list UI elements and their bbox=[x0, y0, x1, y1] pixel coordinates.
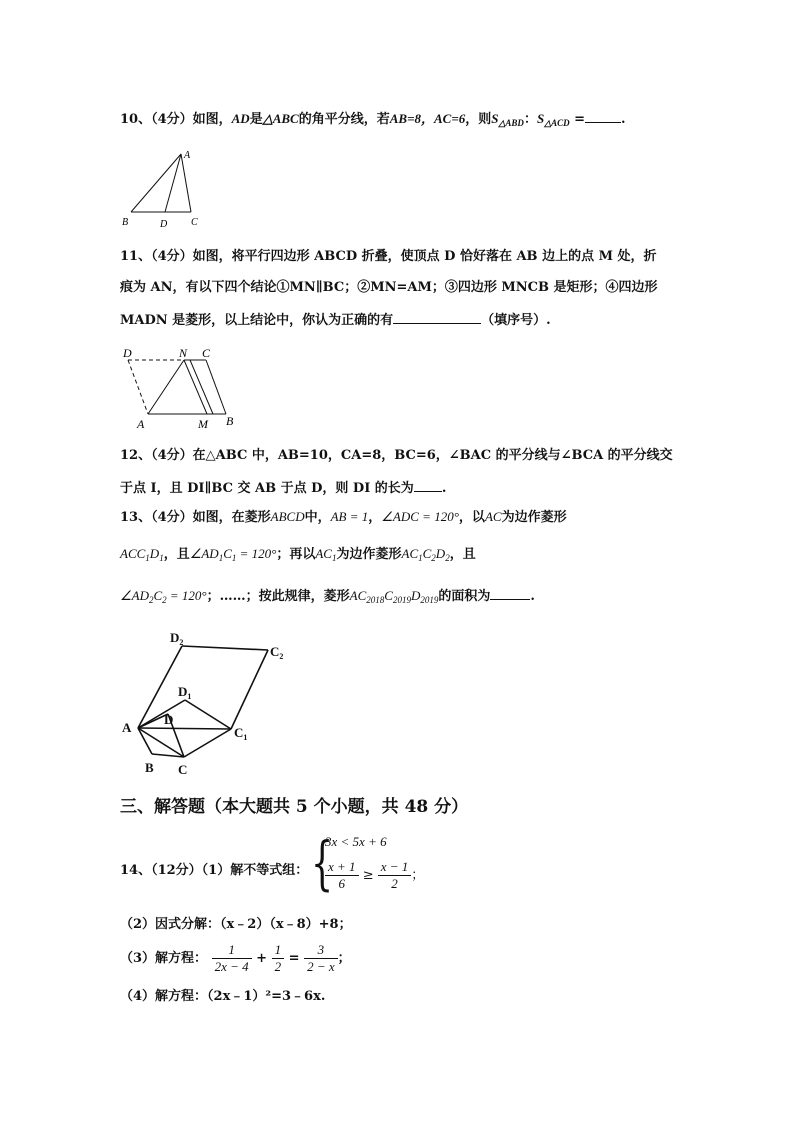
q11-label-b: B bbox=[226, 414, 234, 428]
q10-label-a: A bbox=[184, 150, 191, 161]
q10-label-b: B bbox=[122, 217, 129, 228]
q14-part1: 14、（12分）（1）解不等式组： bbox=[120, 863, 309, 878]
q11-line1: 11、（4分）如图，将平行四边形 ABCD 折叠，使顶点 D 恰好落在 AB 边上的点 M 处，折 bbox=[120, 249, 657, 264]
q14-part3: （3）解方程： $\frac{1}{2x - 4}$ + $\frac{1}{2}$ = $\frac{3}{2 - x}$ ； bbox=[120, 942, 351, 974]
q13-rhombus-figure bbox=[118, 626, 298, 780]
q13-label-d2: $D_2$ bbox=[170, 630, 184, 647]
q13-edge-c2c1 bbox=[231, 650, 268, 729]
q13-label-c2: $C_2$ bbox=[270, 644, 284, 661]
q14-ineq2: $\frac{x + 1}{6}$ ≥ $\frac{x - 1}{2}$ ； bbox=[325, 859, 424, 892]
q14-brace: { bbox=[311, 829, 334, 897]
q13-answer-blank[interactable] bbox=[490, 586, 530, 600]
q10-side-ac bbox=[181, 154, 191, 212]
q10-text: 10、（4分）如图，AD是△ABC的角平分线，若AB=8，AC=6，则$S_{\triangle ABD}$：$S_{\triangle ACD}$ = . bbox=[120, 111, 626, 128]
q13-line1: 13、（4分）如图，在菱形ABCD中，AB = 1，∠ADC = 120°，以AC为边作菱形 bbox=[120, 509, 567, 525]
q11-inner-line bbox=[190, 360, 213, 414]
q13-diag-ac1 bbox=[138, 728, 231, 729]
q13-edge-cc1 bbox=[184, 729, 231, 757]
q11-line3: MADN 是菱形，以上结论中，你认为正确的有 （填序号）. bbox=[120, 310, 551, 330]
q10-label-c: C bbox=[191, 217, 198, 228]
q11-label-d: D bbox=[123, 346, 132, 360]
q13-line3: $\angle AD_2C_2 = 120^\circ$；……；按此规律，菱形$AC_{2018}C_{2019}D_{2019}$的面积为 . bbox=[120, 588, 535, 605]
q13-edge-d2c2 bbox=[182, 646, 268, 650]
q13-edge-d1c1 bbox=[185, 700, 231, 729]
q11-label-m: M bbox=[198, 417, 208, 431]
q14-ineq1: 3x < 5x + 6 bbox=[325, 834, 387, 849]
q11-parallelogram-figure bbox=[118, 342, 242, 432]
q12-line2: 于点 I，且 DI∥BC 交 AB 于点 D，则 DI 的长为 . bbox=[120, 478, 446, 498]
q14-part4: （4）解方程：（2x﹣1）²=3﹣6x. bbox=[120, 989, 326, 1004]
q11-fold-an bbox=[148, 360, 184, 414]
q10-triangle-figure bbox=[118, 146, 208, 232]
q11-label-a: A bbox=[137, 417, 145, 431]
q11-dashed-da bbox=[128, 360, 148, 414]
q11-label-n: N bbox=[179, 346, 188, 360]
q12-line1: 12、（4分）在△ABC 中，AB=10，CA=8，BC=6，∠BAC 的平分线与∠BCA 的平分线交 bbox=[120, 448, 673, 463]
q13-label-b: B bbox=[145, 760, 154, 775]
q11-label-c: C bbox=[202, 346, 211, 360]
q10-label-d: D bbox=[160, 219, 168, 230]
q11-side-nm bbox=[184, 360, 207, 414]
q13-label-d1: $D_1$ bbox=[178, 684, 192, 701]
q14-part2: （2）因式分解：（x﹣2）（x﹣8）+8； bbox=[120, 917, 352, 932]
q13-label-c: C bbox=[178, 762, 188, 777]
section3-title: 三、解答题（本大题共 5 个小题，共 48 分） bbox=[120, 797, 469, 817]
q11-line2: 痕为 AN，有以下四个结论①MN∥BC；②MN=AM；③四边形 MNCB 是矩形；④四边形 bbox=[120, 280, 658, 295]
q12-answer-blank[interactable] bbox=[414, 478, 442, 492]
q13-label-d: D bbox=[164, 712, 174, 727]
q10-answer-blank[interactable] bbox=[585, 109, 621, 123]
q13-label-a: A bbox=[122, 720, 132, 735]
q14-inequality-system bbox=[311, 829, 425, 897]
q11-answer-blank[interactable] bbox=[393, 310, 481, 324]
q13-label-c1: $C_1$ bbox=[234, 725, 248, 742]
q11-side-cb bbox=[206, 360, 226, 414]
q13-line2: $ACC_1D_1$，且$\angle AD_1C_1 = 120^\circ$；再以$AC_1$为边作菱形$AC_1C_2D_2$，且 bbox=[120, 546, 476, 563]
